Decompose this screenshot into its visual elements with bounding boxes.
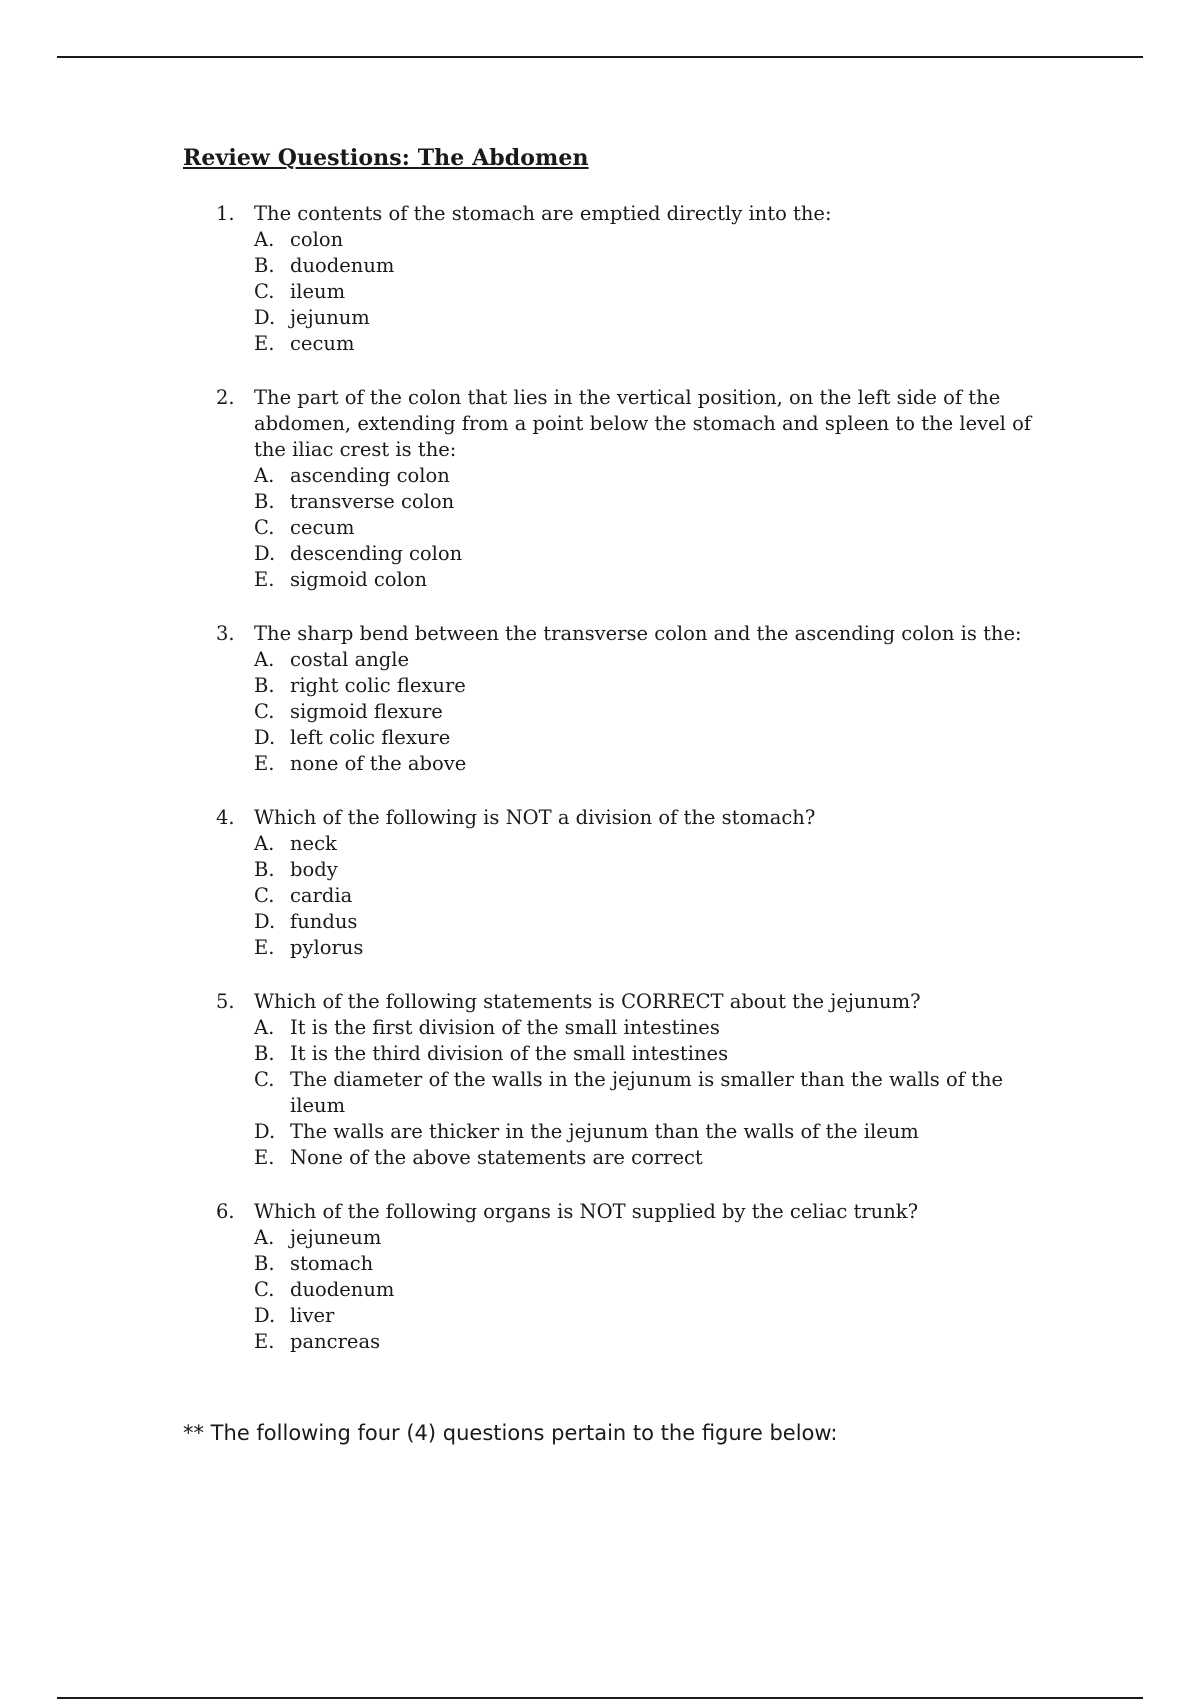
question-text: Which of the following is NOT a division of the stomach? (254, 806, 816, 829)
question-6 (216, 1199, 1046, 1355)
question-4 (216, 805, 1046, 961)
option-text: pancreas (290, 1330, 381, 1353)
option-e (254, 331, 1046, 357)
option-letter: A. (254, 1016, 275, 1039)
option-letter: B. (254, 254, 275, 277)
option-letter: C. (254, 1068, 275, 1091)
option-letter: C. (254, 516, 275, 539)
option-letter: E. (254, 1330, 275, 1353)
option-c (254, 1067, 1046, 1119)
option-d (254, 1119, 1046, 1145)
option-letter: D. (254, 910, 276, 933)
question-number: 3. (216, 622, 235, 645)
option-e (254, 567, 1046, 593)
option-text: colon (290, 228, 344, 251)
option-text: stomach (290, 1252, 374, 1275)
option-text: jejuneum (290, 1226, 382, 1249)
option-text: fundus (290, 910, 358, 933)
question-number: 1. (216, 202, 235, 225)
option-b (254, 1251, 1046, 1277)
option-text: neck (290, 832, 337, 855)
option-list (254, 463, 1046, 593)
option-list (254, 1015, 1046, 1171)
option-letter: B. (254, 490, 275, 513)
option-list (254, 831, 1046, 961)
option-letter: E. (254, 1146, 275, 1169)
option-text: costal angle (290, 648, 410, 671)
option-d (254, 305, 1046, 331)
option-b (254, 857, 1046, 883)
option-b (254, 673, 1046, 699)
option-letter: E. (254, 568, 275, 591)
option-e (254, 1145, 1046, 1171)
option-list (254, 647, 1046, 777)
option-text: liver (290, 1304, 335, 1327)
option-letter: C. (254, 884, 275, 907)
option-text: cardia (290, 884, 353, 907)
question-1 (216, 201, 1046, 357)
option-letter: C. (254, 280, 275, 303)
option-text: duodenum (290, 1278, 395, 1301)
option-text: ascending colon (290, 464, 450, 487)
question-number: 4. (216, 806, 235, 829)
option-text: body (290, 858, 338, 881)
option-c (254, 279, 1046, 305)
option-text: cecum (290, 332, 355, 355)
option-letter: A. (254, 832, 275, 855)
question-text: Which of the following statements is CORRECT about the jejunum? (254, 990, 921, 1013)
option-text: ileum (290, 280, 346, 303)
option-d (254, 1303, 1046, 1329)
option-a (254, 1015, 1046, 1041)
option-letter: A. (254, 464, 275, 487)
option-text: left colic flexure (290, 726, 451, 749)
option-c (254, 1277, 1046, 1303)
option-letter: D. (254, 726, 276, 749)
option-letter: B. (254, 674, 275, 697)
question-text: Which of the following organs is NOT supplied by the celiac trunk? (254, 1200, 919, 1223)
option-b (254, 253, 1046, 279)
option-text: right colic flexure (290, 674, 466, 697)
option-a (254, 831, 1046, 857)
option-text: It is the third division of the small intestines (290, 1042, 729, 1065)
option-b (254, 1041, 1046, 1067)
option-text: jejunum (290, 306, 370, 329)
option-list (254, 1225, 1046, 1355)
option-letter: B. (254, 1252, 275, 1275)
figure-note: ** The following four (4) questions pertain to the figure below: (183, 1421, 838, 1445)
option-letter: E. (254, 752, 275, 775)
option-letter: C. (254, 1278, 275, 1301)
option-text: cecum (290, 516, 355, 539)
question-number: 2. (216, 386, 235, 409)
option-letter: A. (254, 648, 275, 671)
option-text: none of the above (290, 752, 467, 775)
option-a (254, 463, 1046, 489)
option-letter: D. (254, 542, 276, 565)
question-list (216, 201, 1046, 1383)
option-d (254, 725, 1046, 751)
question-2 (216, 385, 1046, 593)
question-5 (216, 989, 1046, 1171)
option-a (254, 1225, 1046, 1251)
option-text: duodenum (290, 254, 395, 277)
option-letter: D. (254, 306, 276, 329)
option-letter: B. (254, 858, 275, 881)
option-b (254, 489, 1046, 515)
bottom-rule (57, 1697, 1143, 1699)
question-text: The contents of the stomach are emptied directly into the: (254, 202, 832, 225)
option-e (254, 1329, 1046, 1355)
top-rule (57, 56, 1143, 58)
option-letter: B. (254, 1042, 275, 1065)
option-a (254, 647, 1046, 673)
option-letter: E. (254, 332, 275, 355)
question-text: The sharp bend between the transverse colon and the ascending colon is the: (254, 622, 1022, 645)
option-c (254, 515, 1046, 541)
option-text: The diameter of the walls in the jejunum is smaller than the walls of the ileum (290, 1068, 1004, 1117)
option-text: The walls are thicker in the jejunum than the walls of the ileum (290, 1120, 919, 1143)
option-letter: E. (254, 936, 275, 959)
option-d (254, 909, 1046, 935)
option-letter: C. (254, 700, 275, 723)
option-c (254, 883, 1046, 909)
question-text: The part of the colon that lies in the vertical position, on the left side of the abdomen, extending from a point below the stomach and spleen to the level of the iliac crest is the: (254, 386, 1032, 461)
question-number: 6. (216, 1200, 235, 1223)
option-text: descending colon (290, 542, 463, 565)
option-text: It is the first division of the small intestines (290, 1016, 720, 1039)
option-letter: D. (254, 1304, 276, 1327)
option-a (254, 227, 1046, 253)
option-text: transverse colon (290, 490, 455, 513)
option-letter: D. (254, 1120, 276, 1143)
option-text: sigmoid flexure (290, 700, 443, 723)
question-number: 5. (216, 990, 235, 1013)
option-e (254, 935, 1046, 961)
option-list (254, 227, 1046, 357)
option-text: None of the above statements are correct (290, 1146, 703, 1169)
page-title: Review Questions: The Abdomen (183, 145, 589, 171)
option-d (254, 541, 1046, 567)
option-c (254, 699, 1046, 725)
option-letter: A. (254, 1226, 275, 1249)
option-text: sigmoid colon (290, 568, 428, 591)
option-letter: A. (254, 228, 275, 251)
option-e (254, 751, 1046, 777)
option-text: pylorus (290, 936, 364, 959)
question-3 (216, 621, 1046, 777)
